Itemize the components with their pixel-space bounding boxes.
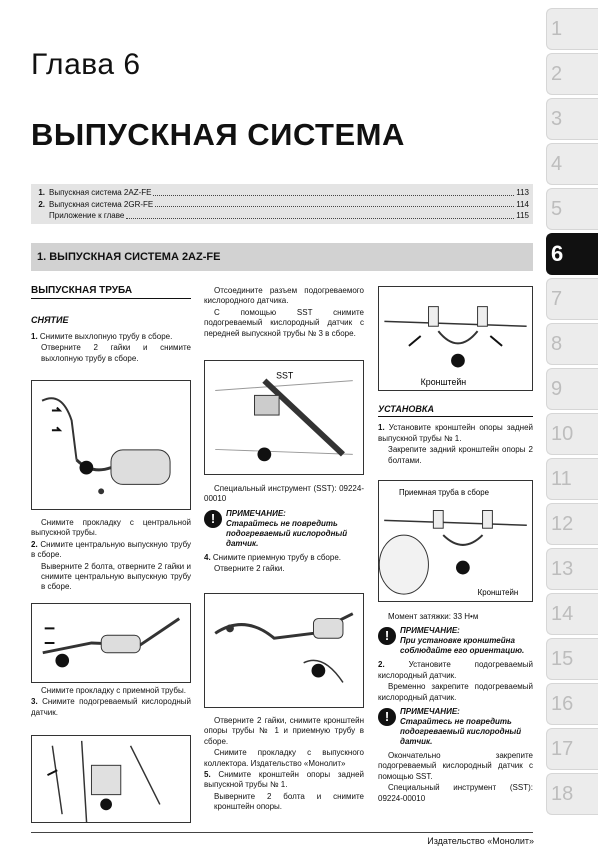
toc-page: 115 <box>516 211 529 220</box>
tab-chapter-6[interactable]: 6 <box>546 233 598 275</box>
toc-text: Приложение к главе <box>49 211 125 220</box>
step-text: Установите подогреваемый кислородный датчик. <box>378 660 533 680</box>
step-text: Снимите выхлопную трубу в сборе. <box>39 331 173 341</box>
column-1 <box>31 286 191 365</box>
step-detail: Выверните 2 болта и снимите кронштейн опоры. <box>214 791 364 812</box>
step-detail: Отверните 2 гайки. <box>214 564 285 574</box>
torque-spec: Момент затяжки: 33 Н•м <box>388 612 479 621</box>
step-5: 5. Снимите кронштейн опоры задней выпускной трубы № 1. <box>204 770 364 790</box>
chapter-label: Глава 6 <box>31 48 141 81</box>
section-header <box>31 243 533 271</box>
figure-bracket <box>378 286 533 391</box>
note-title: ПРИМЕЧАНИЕ: <box>400 707 460 717</box>
step-detail: Выверните 2 болта, отверните 2 гайки и снимите центральную выпускную трубу в сборе. <box>41 561 191 592</box>
tab-chapter-8[interactable]: 8 <box>546 323 598 365</box>
tab-chapter-11[interactable]: 11 <box>546 458 598 500</box>
figure-exhaust-pipe <box>31 380 191 510</box>
toc-leader <box>126 210 514 219</box>
figure-sst-tool <box>204 360 364 475</box>
note-text: Старайтесь не повредить подогреваемый кислородный датчик. <box>226 518 348 548</box>
note-body <box>400 626 533 656</box>
bracket-label: Кронштейн <box>420 377 467 388</box>
front-pipe-bracket-illustration <box>379 481 532 601</box>
column-2 <box>204 286 364 340</box>
tab-chapter-7[interactable]: 7 <box>546 278 598 320</box>
note-body <box>226 509 364 549</box>
toc-row[interactable] <box>35 210 529 222</box>
step-text: Установите кронштейн опоры задней выпускной трубы № 1. <box>378 423 533 443</box>
chapter-tabs <box>540 0 600 849</box>
procedure-heading: УСТАНОВКА <box>378 404 533 417</box>
toc-num: 1. <box>38 188 45 197</box>
paragraph: Снимите прокладку с выпускного коллектора. Издательство «Монолит» <box>204 748 364 768</box>
step-2: 2. Снимите центральную выпускную трубу в сборе. <box>31 539 191 560</box>
note-body <box>400 707 533 747</box>
step-text: Снимите центральную выпускную трубу в сборе. <box>31 539 191 560</box>
table-of-contents <box>31 184 533 224</box>
sst-label: SST <box>276 370 294 381</box>
column-1-cont2 <box>31 686 191 719</box>
tab-chapter-4[interactable]: 4 <box>546 143 598 185</box>
figure-front-pipe-bracket <box>378 480 533 602</box>
note <box>378 626 533 656</box>
step-detail: Закрепите задний кронштейн опоры 2 болтами. <box>388 445 533 465</box>
toc-leader <box>155 199 514 208</box>
column-2-cont2 <box>204 716 364 814</box>
toc-page: 114 <box>516 199 529 209</box>
note-title: ПРИМЕЧАНИЕ: <box>400 626 460 636</box>
paragraph: Снимите прокладку с приемной трубы. <box>41 686 186 695</box>
toc-text: Выпускная система 2AZ-FE <box>49 188 152 197</box>
subsection-heading: ВЫПУСКНАЯ ТРУБА <box>31 286 191 299</box>
paragraph: Окончательно закрепите подогреваемый кислородный датчик с помощью SST. <box>378 751 533 781</box>
step-1: 1. Снимите выхлопную трубу в сборе. <box>31 331 173 341</box>
step-detail: Отверните 2 гайки и снимите выхлопную трубу в сборе. <box>41 343 191 363</box>
note <box>378 707 533 747</box>
warning-icon: ! <box>378 708 396 726</box>
step-text: Снимите приемную трубу в сборе. <box>212 552 341 562</box>
section-title: 1. ВЫПУСКНАЯ СИСТЕМА 2AZ-FE <box>37 251 221 263</box>
note <box>204 509 364 549</box>
chapter-title: ВЫПУСКНАЯ СИСТЕМА <box>31 117 405 152</box>
bracket-illustration <box>379 287 532 390</box>
note-title: ПРИМЕЧАНИЕ: <box>226 508 286 518</box>
toc-num: 2. <box>38 199 45 209</box>
center-pipe-illustration <box>32 604 190 682</box>
paragraph: Отверните 2 гайки, снимите кронштейн опоры трубы № 1 и приемную трубу в сборе. <box>204 716 364 746</box>
figure-oxygen-sensor <box>31 735 191 823</box>
front-pipe-illustration <box>205 594 363 707</box>
tab-chapter-2[interactable]: 2 <box>546 53 598 95</box>
tab-chapter-12[interactable]: 12 <box>546 503 598 545</box>
tab-chapter-3[interactable]: 3 <box>546 98 598 140</box>
oxygen-sensor-illustration <box>32 736 190 822</box>
tab-chapter-18[interactable]: 18 <box>546 773 598 815</box>
tab-chapter-5[interactable]: 5 <box>546 188 598 230</box>
step-2: 2. Установите подогреваемый кислородный датчик. <box>378 660 533 680</box>
paragraph: Снимите прокладку с центральной выпускной трубы. <box>31 518 191 538</box>
step-3: 3. Снимите подогреваемый кислородный датчик. <box>31 697 191 717</box>
tab-chapter-14[interactable]: 14 <box>546 593 598 635</box>
bracket-label-2: Кронштейн <box>477 588 519 598</box>
publisher-footer: Издательство «Монолит» <box>427 836 534 846</box>
toc-num <box>35 210 49 222</box>
note-text: Старайтесь не повредить подогреваемый кислородный датчик. <box>400 717 522 747</box>
warning-icon: ! <box>204 510 222 528</box>
tab-chapter-16[interactable]: 16 <box>546 683 598 725</box>
step-detail: Временно закрепите подогреваемый кислородный датчик. <box>378 682 533 702</box>
column-2-cont <box>204 484 364 576</box>
toc-row[interactable] <box>35 199 529 211</box>
column-1-cont <box>31 518 191 594</box>
column-3 <box>378 404 533 467</box>
toc-leader <box>153 187 514 196</box>
paragraph: Специальный инструмент (SST): 09224-00010 <box>378 783 533 803</box>
tab-chapter-1[interactable]: 1 <box>546 8 598 50</box>
note-text: При установке кронштейна соблюдайте его ориентацию. <box>400 636 525 656</box>
procedure-heading: СНЯТИЕ <box>31 315 69 326</box>
footer-divider <box>31 832 533 833</box>
toc-row[interactable] <box>35 187 529 199</box>
step-text: Снимите кронштейн опоры задней выпускной трубы № 1. <box>204 770 364 790</box>
warning-icon: ! <box>378 627 396 645</box>
figure-front-pipe <box>204 593 364 708</box>
paragraph: Специальный инструмент (SST): 09224-00010 <box>204 484 364 504</box>
tab-chapter-17[interactable]: 17 <box>546 728 598 770</box>
toc-text: Выпускная система 2GR-FE <box>49 199 154 209</box>
toc-page: 113 <box>516 188 529 197</box>
step-text: Снимите подогреваемый кислородный датчик. <box>31 697 191 717</box>
step-1: 1. Установите кронштейн опоры задней выпускной трубы № 1. <box>378 423 533 443</box>
paragraph: Отсоедините разъем подогреваемого кислородного датчика. <box>204 286 364 306</box>
paragraph: С помощью SST снимите подогреваемый кислородный датчик с передней выпускной трубы № 3 в сборе. <box>204 307 364 338</box>
exhaust-pipe-illustration <box>32 381 190 509</box>
sst-tool-illustration <box>205 361 363 474</box>
step-4: 4. Снимите приемную трубу в сборе. <box>204 552 341 562</box>
tab-chapter-9[interactable]: 9 <box>546 368 598 410</box>
tab-chapter-15[interactable]: 15 <box>546 638 598 680</box>
figure-center-pipe <box>31 603 191 683</box>
front-pipe-label: Приемная труба в сборе <box>398 487 489 497</box>
tab-chapter-10[interactable]: 10 <box>546 413 598 455</box>
column-3-cont <box>378 612 533 805</box>
tab-chapter-13[interactable]: 13 <box>546 548 598 590</box>
